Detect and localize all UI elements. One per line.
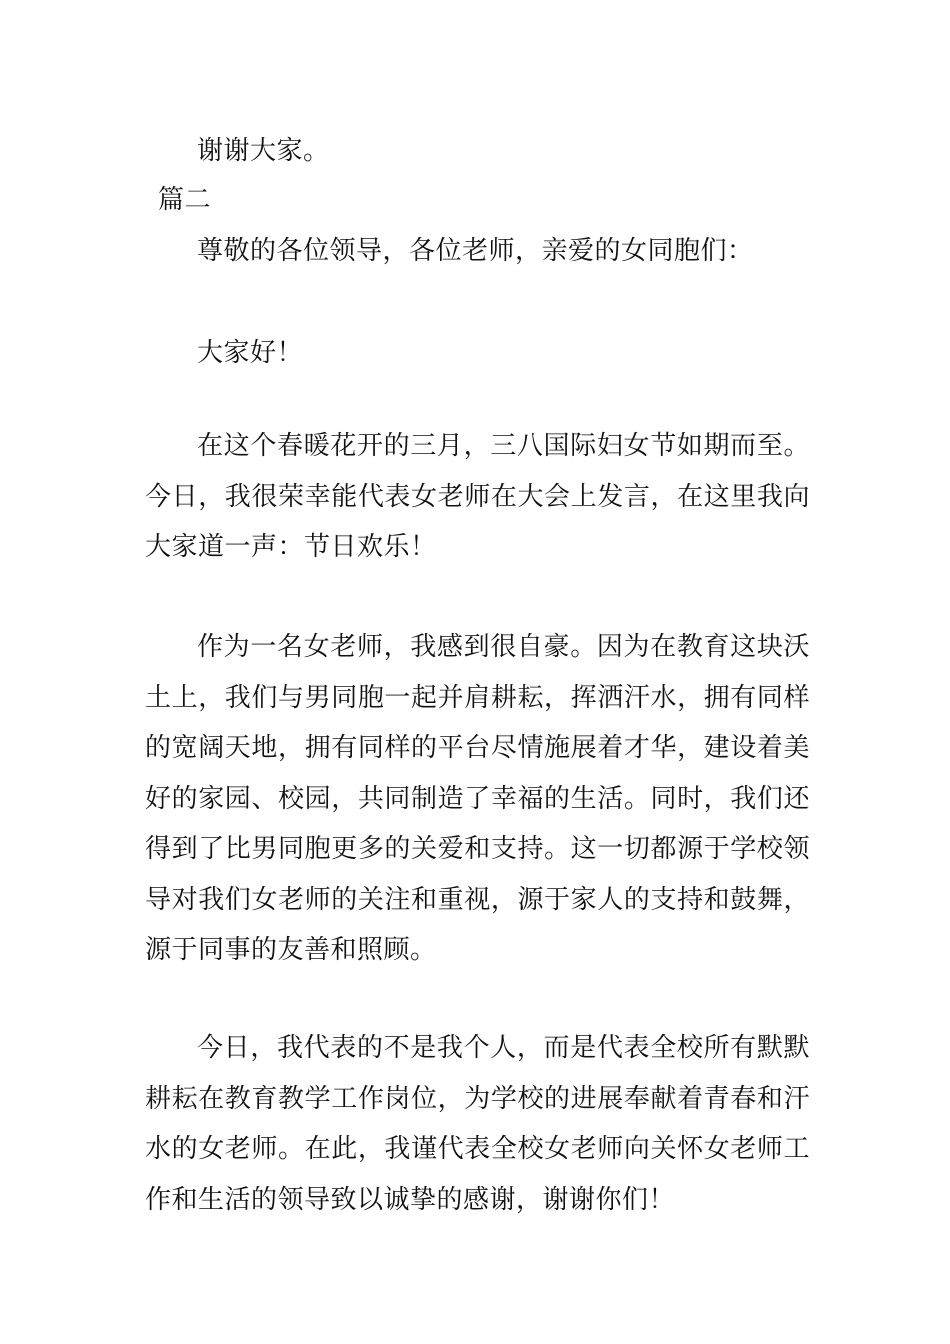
paragraph-2: 作为一名女老师，我感到很自豪。因为在教育这块沃土上，我们与男同胞一起并肩耕耘，挥洒汗水，拥有同样的宽阔天地，拥有同样的平台尽情施展着才华，建设着美好的家园、校园，共同制造了幸福的生活。同时，我们还得到了比男同胞更多的关爱和支持。这一切都源于学校领导对我们女老师的关注和重视，源于家人的支持和鼓舞，源于同事的友善和照顾。 <box>145 632 810 965</box>
greeting: 大家好！ <box>197 338 304 368</box>
section-heading: 篇二 <box>158 185 212 215</box>
paragraph-3: 今日，我代表的不是我个人，而是代表全校所有默默耕耘在教育教学工作岗位，为学校的进展奉献着青春和汗水的女老师。在此，我谨代表全校女老师向关怀女老师工作和生活的领导致以诚挚的感谢，谢谢你们！ <box>145 1033 810 1215</box>
salutation: 尊敬的各位领导，各位老师，亲爱的女同胞们： <box>197 236 754 266</box>
closing-line: 谢谢大家。 <box>197 136 330 166</box>
paragraph-1: 在这个春暖花开的三月，三八国际妇女节如期而至。今日，我很荣幸能代表女老师在大会上发言，在这里我向大家道一声：节日欢乐！ <box>145 431 810 562</box>
